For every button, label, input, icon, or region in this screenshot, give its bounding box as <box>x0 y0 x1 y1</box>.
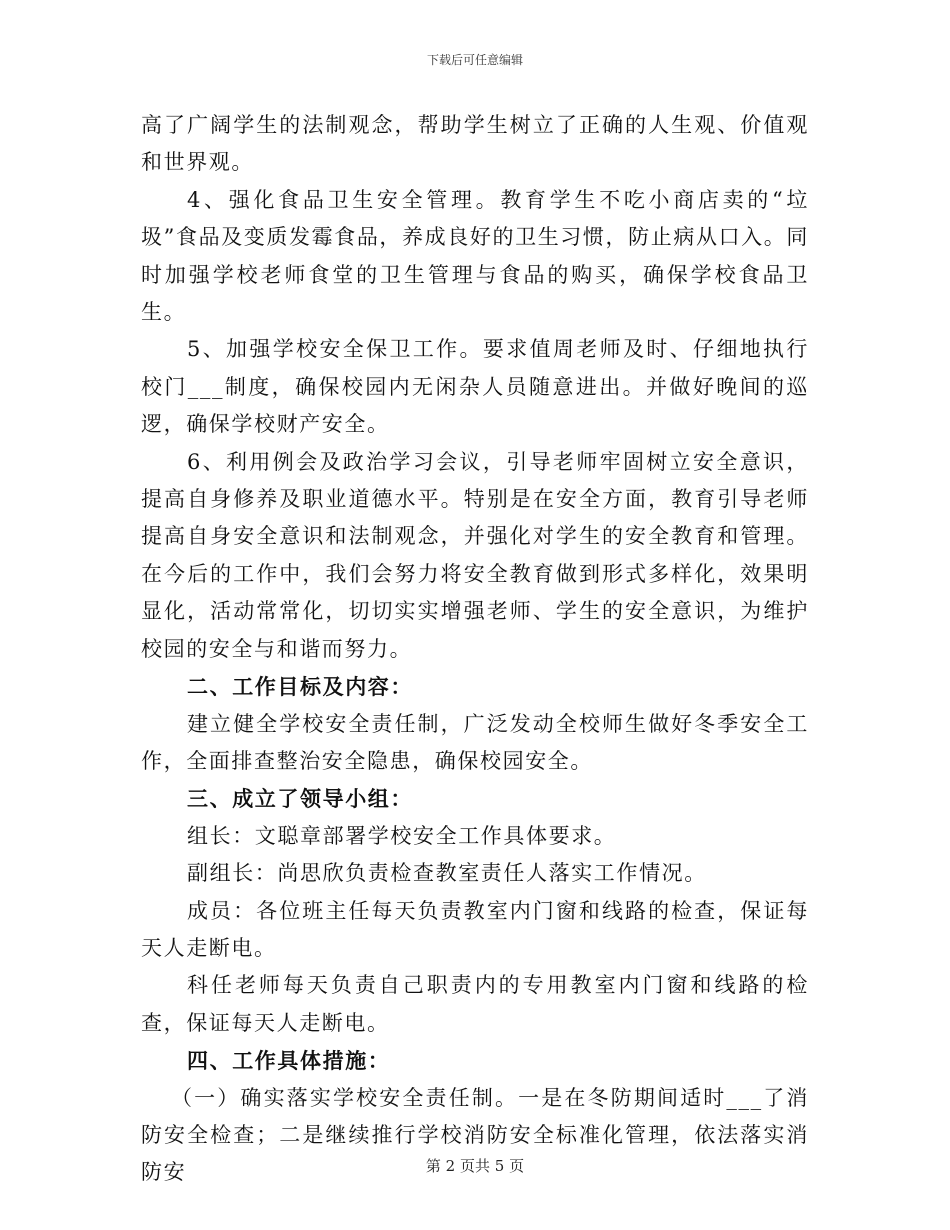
paragraph-item-4: 4、强化食品卫生安全管理。教育学生不吃小商店卖的“垃圾”食品及变质发霉食品，养成良好的卫生习惯，防止病从口入。同时加强学校老师食堂的卫生管理与食品的购买，确保学校食品卫生。 <box>141 187 809 325</box>
paragraph-leader: 组长：文聪章部署学校安全工作具体要求。 <box>187 823 617 848</box>
section-heading-leadership: 三、成立了领导小组： <box>187 786 413 812</box>
page-number-footer: 第 2 页共 5 页 <box>425 1157 525 1175</box>
paragraph-members: 成员：各位班主任每天负责教室内门窗和线路的检查，保证每天人走断电。 <box>141 898 809 960</box>
page-header-note: 下载后可任意编辑 <box>426 53 523 67</box>
section-heading-goals: 二、工作目标及内容： <box>187 674 413 700</box>
paragraph-item-6: 6、利用例会及政治学习会议，引导老师牢固树立安全意识，提高自身修养及职业道德水平。特别是在安全方面，教育引导老师提高自身安全意识和法制观念，并强化对学生的安全教育和管理。在今后的工作中，我们会努力将安全教育做到形式多样化，效果明显化，活动常常化，切切实实增强老师、学生的安全意识，为维护校园的安全与和谐而努力。 <box>141 449 809 661</box>
paragraph-goals: 建立健全学校安全责任制，广泛发动全校师生做好冬季安全工作，全面排查整治安全隐患，确保校园安全。 <box>141 711 809 773</box>
paragraph-0: 高了广阔学生的法制观念，帮助学生树立了正确的人生观、价值观和世界观。 <box>141 113 809 175</box>
document-body <box>141 107 809 1192</box>
paragraph-measure-1: （一）确实落实学校安全责任制。一是在冬防期间适时___了消防安全检查；二是继续推行学校消防安全标准化管理，依法落实消防安 <box>141 1085 809 1185</box>
section-heading-measures: 四、工作具体措施： <box>187 1048 391 1074</box>
paragraph-subject-teachers: 科任老师每天负责自己职责内的专用教室内门窗和线路的检查，保证每天人走断电。 <box>141 973 809 1035</box>
paragraph-deputy-leader: 副组长：尚思欣负责检查教室责任人落实工作情况。 <box>187 861 707 886</box>
paragraph-item-5: 5、加强学校安全保卫工作。要求值周老师及时、仔细地执行校门___制度，确保校园内无闲杂人员随意进出。并做好晚间的巡逻，确保学校财产安全。 <box>141 337 809 437</box>
